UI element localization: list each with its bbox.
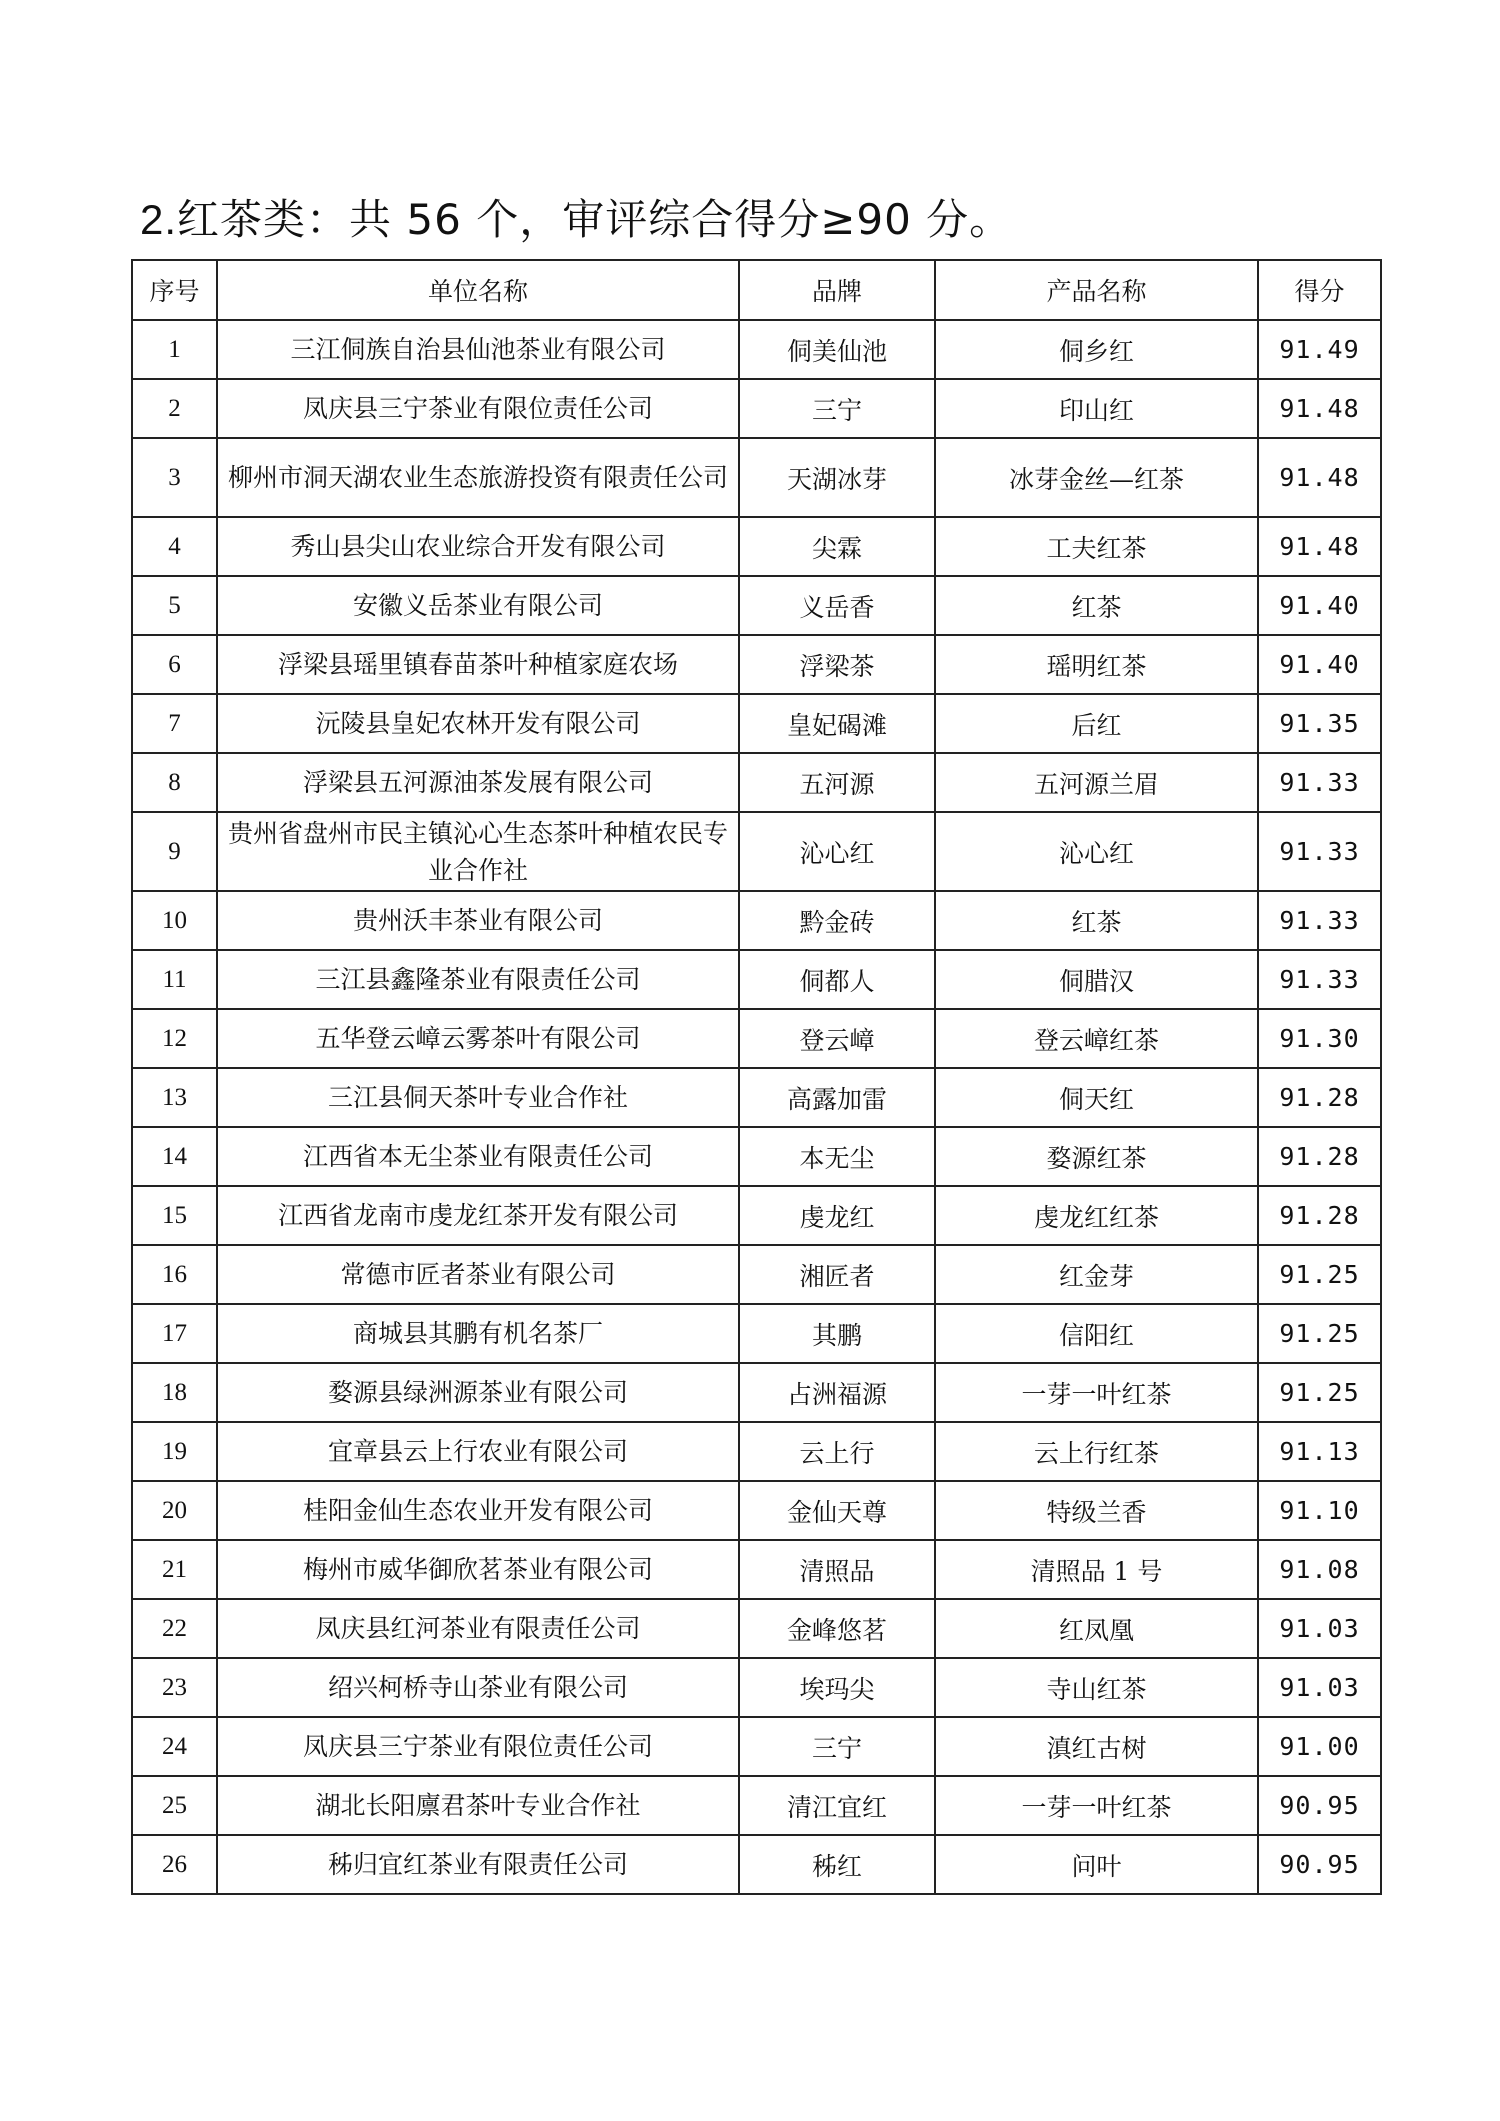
cell-product: 沁心红 xyxy=(935,812,1258,891)
cell-no: 23 xyxy=(132,1658,217,1717)
cell-brand: 天湖冰芽 xyxy=(739,438,935,517)
table-row xyxy=(132,1363,1381,1422)
cell-company: 沅陵县皇妃农林开发有限公司 xyxy=(217,694,739,753)
cell-company: 常德市匠者茶业有限公司 xyxy=(217,1245,739,1304)
cell-no: 24 xyxy=(132,1717,217,1776)
table-row xyxy=(132,379,1381,438)
cell-company: 婺源县绿洲源茶业有限公司 xyxy=(217,1363,739,1422)
table-row xyxy=(132,694,1381,753)
cell-company: 湖北长阳廪君茶叶专业合作社 xyxy=(217,1776,739,1835)
table-row xyxy=(132,1009,1381,1068)
cell-score: 91.28 xyxy=(1258,1127,1381,1186)
cell-company: 绍兴柯桥寺山茶业有限公司 xyxy=(217,1658,739,1717)
cell-product: 冰芽金丝—红茶 xyxy=(935,438,1258,517)
cell-company: 秀山县尖山农业综合开发有限公司 xyxy=(217,517,739,576)
cell-score: 91.48 xyxy=(1258,517,1381,576)
cell-score: 91.35 xyxy=(1258,694,1381,753)
cell-no: 22 xyxy=(132,1599,217,1658)
table-row xyxy=(132,1540,1381,1599)
cell-brand: 湘匠者 xyxy=(739,1245,935,1304)
table-row xyxy=(132,1186,1381,1245)
cell-no: 16 xyxy=(132,1245,217,1304)
cell-brand: 清江宜红 xyxy=(739,1776,935,1835)
cell-company: 贵州省盘州市民主镇沁心生态茶叶种植农民专业合作社 xyxy=(217,812,739,891)
cell-no: 12 xyxy=(132,1009,217,1068)
cell-brand: 沁心红 xyxy=(739,812,935,891)
heading-prefix: 2. xyxy=(140,196,178,243)
cell-brand: 皇妃碣滩 xyxy=(739,694,935,753)
table-row xyxy=(132,438,1381,517)
cell-score: 91.33 xyxy=(1258,812,1381,891)
cell-company: 三江县侗天茶叶专业合作社 xyxy=(217,1068,739,1127)
heading-text: 共 56 个，审评综合得分≥90 分。 xyxy=(349,195,1013,244)
table-row xyxy=(132,1245,1381,1304)
cell-product: 信阳红 xyxy=(935,1304,1258,1363)
header-score: 得分 xyxy=(1258,260,1381,320)
cell-brand: 虔龙红 xyxy=(739,1186,935,1245)
cell-no: 21 xyxy=(132,1540,217,1599)
table-row xyxy=(132,320,1381,379)
cell-company: 柳州市洞天湖农业生态旅游投资有限责任公司 xyxy=(217,438,739,517)
cell-brand: 清照品 xyxy=(739,1540,935,1599)
table-header-row xyxy=(132,260,1381,320)
cell-score: 91.28 xyxy=(1258,1068,1381,1127)
table-row xyxy=(132,1068,1381,1127)
cell-no: 4 xyxy=(132,517,217,576)
tea-results-table xyxy=(131,259,1382,1895)
cell-score: 91.48 xyxy=(1258,379,1381,438)
cell-company: 江西省龙南市虔龙红茶开发有限公司 xyxy=(217,1186,739,1245)
cell-no: 3 xyxy=(132,438,217,517)
cell-score: 91.48 xyxy=(1258,438,1381,517)
cell-score: 90.95 xyxy=(1258,1835,1381,1894)
cell-brand: 本无尘 xyxy=(739,1127,935,1186)
cell-company: 凤庆县三宁茶业有限位责任公司 xyxy=(217,379,739,438)
cell-company: 梅州市威华御欣茗茶业有限公司 xyxy=(217,1540,739,1599)
cell-no: 9 xyxy=(132,812,217,891)
cell-score: 91.10 xyxy=(1258,1481,1381,1540)
cell-no: 14 xyxy=(132,1127,217,1186)
table-row xyxy=(132,1776,1381,1835)
cell-score: 91.40 xyxy=(1258,576,1381,635)
cell-company: 安徽义岳茶业有限公司 xyxy=(217,576,739,635)
cell-product: 五河源兰眉 xyxy=(935,753,1258,812)
header-no: 序号 xyxy=(132,260,217,320)
table-row xyxy=(132,1599,1381,1658)
table-row xyxy=(132,1304,1381,1363)
cell-product: 侗天红 xyxy=(935,1068,1258,1127)
table-row xyxy=(132,950,1381,1009)
cell-product: 问叶 xyxy=(935,1835,1258,1894)
cell-no: 2 xyxy=(132,379,217,438)
cell-brand: 浮梁茶 xyxy=(739,635,935,694)
cell-score: 91.30 xyxy=(1258,1009,1381,1068)
cell-no: 19 xyxy=(132,1422,217,1481)
table-row xyxy=(132,1127,1381,1186)
cell-product: 侗乡红 xyxy=(935,320,1258,379)
table-body xyxy=(132,320,1381,1894)
cell-company: 江西省本无尘茶业有限责任公司 xyxy=(217,1127,739,1186)
cell-brand: 金仙天尊 xyxy=(739,1481,935,1540)
cell-score: 91.25 xyxy=(1258,1245,1381,1304)
table-row xyxy=(132,753,1381,812)
cell-no: 8 xyxy=(132,753,217,812)
cell-company: 凤庆县红河茶业有限责任公司 xyxy=(217,1599,739,1658)
cell-product: 滇红古树 xyxy=(935,1717,1258,1776)
header-brand: 品牌 xyxy=(739,260,935,320)
cell-score: 91.40 xyxy=(1258,635,1381,694)
cell-score: 91.03 xyxy=(1258,1599,1381,1658)
cell-brand: 埃玛尖 xyxy=(739,1658,935,1717)
cell-brand: 其鹏 xyxy=(739,1304,935,1363)
cell-score: 91.25 xyxy=(1258,1363,1381,1422)
table-row xyxy=(132,891,1381,950)
cell-company: 商城县其鹏有机名茶厂 xyxy=(217,1304,739,1363)
cell-no: 1 xyxy=(132,320,217,379)
cell-company: 宜章县云上行农业有限公司 xyxy=(217,1422,739,1481)
cell-score: 91.49 xyxy=(1258,320,1381,379)
cell-no: 7 xyxy=(132,694,217,753)
page-heading xyxy=(140,190,1012,250)
cell-no: 10 xyxy=(132,891,217,950)
cell-product: 侗腊汉 xyxy=(935,950,1258,1009)
table-row xyxy=(132,1422,1381,1481)
cell-no: 17 xyxy=(132,1304,217,1363)
cell-product: 一芽一叶红茶 xyxy=(935,1776,1258,1835)
cell-brand: 三宁 xyxy=(739,379,935,438)
cell-product: 红凤凰 xyxy=(935,1599,1258,1658)
cell-company: 五华登云嶂云雾茶叶有限公司 xyxy=(217,1009,739,1068)
cell-no: 18 xyxy=(132,1363,217,1422)
cell-no: 6 xyxy=(132,635,217,694)
cell-company: 贵州沃丰茶业有限公司 xyxy=(217,891,739,950)
cell-brand: 登云嶂 xyxy=(739,1009,935,1068)
cell-product: 云上行红茶 xyxy=(935,1422,1258,1481)
cell-product: 清照品 1 号 xyxy=(935,1540,1258,1599)
table-row xyxy=(132,1481,1381,1540)
cell-no: 25 xyxy=(132,1776,217,1835)
cell-brand: 尖霖 xyxy=(739,517,935,576)
cell-company: 秭归宜红茶业有限责任公司 xyxy=(217,1835,739,1894)
cell-score: 91.13 xyxy=(1258,1422,1381,1481)
table-row xyxy=(132,576,1381,635)
cell-product: 一芽一叶红茶 xyxy=(935,1363,1258,1422)
cell-brand: 黔金砖 xyxy=(739,891,935,950)
cell-product: 印山红 xyxy=(935,379,1258,438)
cell-company: 浮梁县五河源油茶发展有限公司 xyxy=(217,753,739,812)
cell-brand: 五河源 xyxy=(739,753,935,812)
header-company: 单位名称 xyxy=(217,260,739,320)
cell-product: 虔龙红红茶 xyxy=(935,1186,1258,1245)
cell-company: 三江侗族自治县仙池茶业有限公司 xyxy=(217,320,739,379)
cell-score: 91.03 xyxy=(1258,1658,1381,1717)
cell-product: 红茶 xyxy=(935,576,1258,635)
table-row xyxy=(132,517,1381,576)
cell-product: 寺山红茶 xyxy=(935,1658,1258,1717)
heading-category: 红茶类： xyxy=(177,195,350,244)
cell-no: 15 xyxy=(132,1186,217,1245)
cell-score: 91.33 xyxy=(1258,753,1381,812)
cell-no: 20 xyxy=(132,1481,217,1540)
cell-brand: 侗美仙池 xyxy=(739,320,935,379)
cell-product: 特级兰香 xyxy=(935,1481,1258,1540)
cell-product: 后红 xyxy=(935,694,1258,753)
cell-company: 桂阳金仙生态农业开发有限公司 xyxy=(217,1481,739,1540)
cell-product: 红金芽 xyxy=(935,1245,1258,1304)
cell-brand: 秭红 xyxy=(739,1835,935,1894)
cell-score: 91.25 xyxy=(1258,1304,1381,1363)
cell-no: 5 xyxy=(132,576,217,635)
cell-brand: 金峰悠茗 xyxy=(739,1599,935,1658)
cell-product: 工夫红茶 xyxy=(935,517,1258,576)
cell-company: 三江县鑫隆茶业有限责任公司 xyxy=(217,950,739,1009)
table-row xyxy=(132,812,1381,891)
cell-no: 26 xyxy=(132,1835,217,1894)
cell-no: 13 xyxy=(132,1068,217,1127)
cell-product: 登云嶂红茶 xyxy=(935,1009,1258,1068)
header-product: 产品名称 xyxy=(935,260,1258,320)
cell-brand: 高露加雷 xyxy=(739,1068,935,1127)
cell-score: 91.08 xyxy=(1258,1540,1381,1599)
table-row xyxy=(132,1835,1381,1894)
cell-company: 凤庆县三宁茶业有限位责任公司 xyxy=(217,1717,739,1776)
cell-score: 91.28 xyxy=(1258,1186,1381,1245)
cell-score: 91.33 xyxy=(1258,891,1381,950)
cell-product: 红茶 xyxy=(935,891,1258,950)
cell-brand: 侗都人 xyxy=(739,950,935,1009)
cell-brand: 义岳香 xyxy=(739,576,935,635)
cell-company: 浮梁县瑶里镇春苗茶叶种植家庭农场 xyxy=(217,635,739,694)
cell-score: 91.33 xyxy=(1258,950,1381,1009)
cell-brand: 三宁 xyxy=(739,1717,935,1776)
cell-product: 瑶明红茶 xyxy=(935,635,1258,694)
cell-score: 90.95 xyxy=(1258,1776,1381,1835)
cell-product: 婺源红茶 xyxy=(935,1127,1258,1186)
cell-no: 11 xyxy=(132,950,217,1009)
table-row xyxy=(132,635,1381,694)
table-row xyxy=(132,1658,1381,1717)
cell-brand: 云上行 xyxy=(739,1422,935,1481)
table-row xyxy=(132,1717,1381,1776)
cell-brand: 占洲福源 xyxy=(739,1363,935,1422)
cell-score: 91.00 xyxy=(1258,1717,1381,1776)
